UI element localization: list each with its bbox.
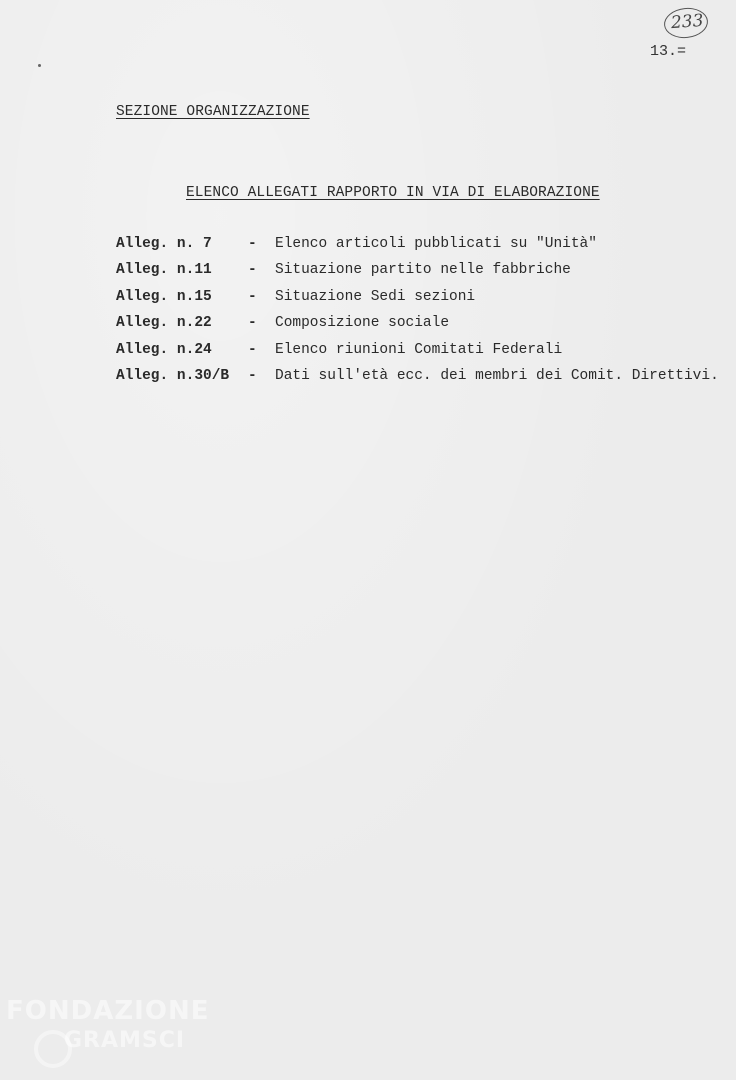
attachment-dash: - <box>248 288 257 305</box>
attachment-description: Elenco articoli pubblicati su "Unità" <box>275 236 597 252</box>
attachment-description: Situazione Sedi sezioni <box>275 288 476 305</box>
attachment-dash: - <box>248 315 257 332</box>
attachment-list-title: ELENCO ALLEGATI RAPPORTO IN VIA DI ELABORAZIONE <box>186 185 600 201</box>
ink-dot-mark <box>38 64 41 67</box>
attachment-ref: Alleg. n.11 <box>116 262 212 279</box>
attachment-description: Composizione sociale <box>275 315 450 332</box>
section-title: SEZIONE ORGANIZZAZIONE <box>116 104 310 120</box>
attachment-ref: Alleg. n.15 <box>116 288 212 305</box>
attachment-dash: - <box>248 236 257 252</box>
watermark-line2: GRAMSCI <box>64 1028 186 1053</box>
watermark-line1: FONDAZIONE <box>6 996 210 1026</box>
attachment-description: Elenco riunioni Comitati Federali <box>275 341 563 358</box>
attachment-ref: Alleg. n.24 <box>116 341 212 358</box>
attachment-description: Situazione partito nelle fabbriche <box>275 262 571 279</box>
attachment-ref: Alleg. n.22 <box>116 315 212 332</box>
attachment-dash: - <box>248 367 257 384</box>
page-number: 13.= <box>650 43 687 60</box>
attachment-ref: Alleg. n.30/B <box>116 367 230 384</box>
attachment-description: Dati sull'età ecc. dei membri dei Comit. Direttivi. <box>275 367 719 384</box>
archive-watermark <box>6 996 210 1076</box>
attachment-dash: - <box>248 341 257 358</box>
attachment-dash: - <box>248 262 257 279</box>
archive-stamp-number: 233 <box>670 10 705 34</box>
attachment-ref: Alleg. n. 7 <box>116 236 212 252</box>
watermark-logo-icon <box>34 1030 72 1068</box>
